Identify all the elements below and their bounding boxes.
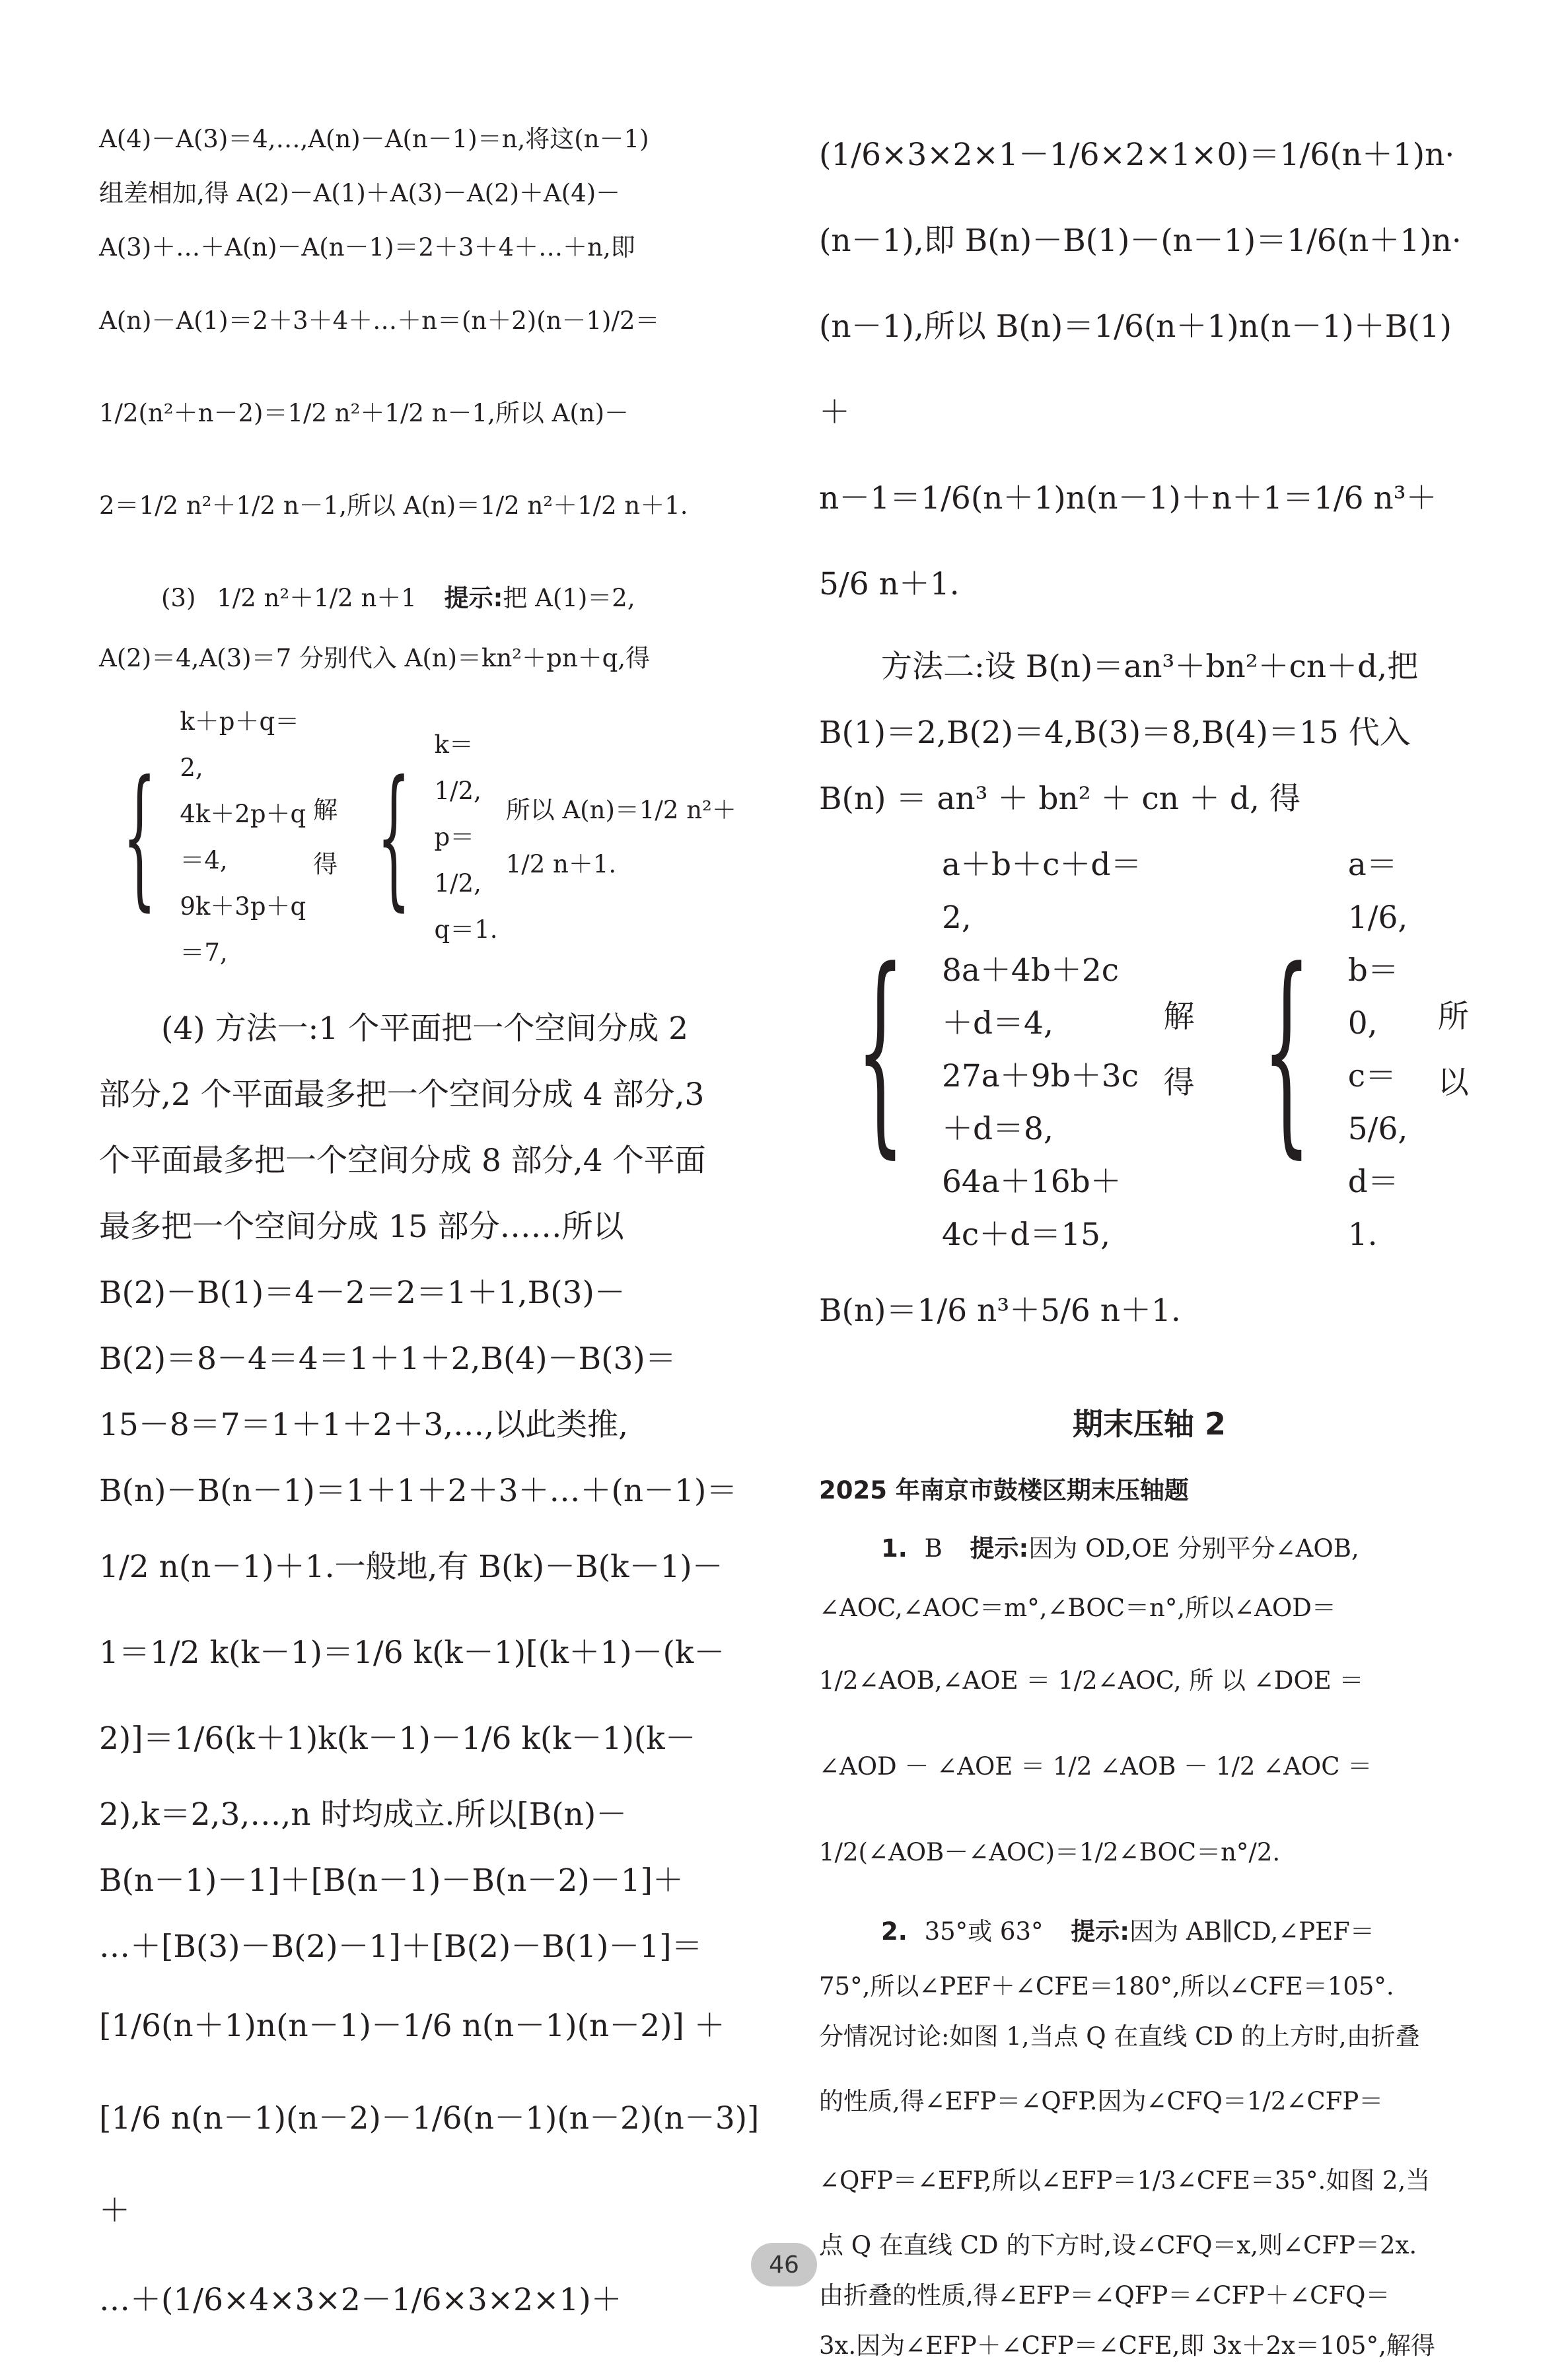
question-answer: 35°或 63° xyxy=(924,1917,1044,1946)
text-line: 点 Q 在直线 CD 的下方时,设∠CFQ＝x,则∠CFP＝2x. xyxy=(819,2231,1417,2259)
question-number: 1. xyxy=(881,1534,908,1563)
text-line: (4) 方法一:1 个平面把一个空间分成 2 xyxy=(161,1010,689,1047)
text-line: 个平面最多把一个空间分成 8 部分,4 个平面 xyxy=(99,1143,706,1179)
text-line: A(n)－A(1)＝2＋3＋4＋…＋n＝(n＋2)(n－1)/2＝ xyxy=(99,306,660,335)
text-line: (n－1),即 B(n)－B(1)－(n－1)＝1/6(n＋1)n· xyxy=(819,223,1462,259)
text-line: 1/2(∠AOB－∠AOC)＝1/2∠BOC＝n°/2. xyxy=(819,1838,1281,1866)
equation: a＝1/6, xyxy=(1347,847,1408,936)
equation: 8a＋4b＋2c＋d＝4, xyxy=(941,952,1120,1042)
equation: d＝1. xyxy=(1347,1164,1399,1253)
text-line xyxy=(819,1519,1479,1578)
text-line: 1/2 n(n－1)＋1.一般地,有 B(k)－B(k－1)－ xyxy=(99,1549,723,1585)
text-line: A(3)＋…＋A(n)－A(n－1)＝2＋3＋4＋…＋n,即 xyxy=(99,233,635,262)
system-solution xyxy=(1348,839,1411,1261)
part4-continued xyxy=(819,112,1479,627)
hint-label: 提示: xyxy=(1071,1917,1130,1946)
text-line: …＋(1/6×4×3×2－1/6×3×2×1)＋ xyxy=(99,2282,622,2318)
text-line xyxy=(819,1902,1479,1962)
text-line: [1/6 n(n－1)(n－2)－1/6(n－1)(n－2)(n－3)]＋ xyxy=(99,2100,760,2229)
hint-label: 提示: xyxy=(970,1534,1029,1563)
text-line: n－1＝1/6(n＋1)n(n－1)＋n＋1＝1/6 n³＋5/6 n＋1. xyxy=(819,480,1437,602)
solve-word: 解 得 xyxy=(1163,999,1195,1101)
question-answer: B xyxy=(924,1534,943,1563)
subsection-title: 2025 年南京市鼓楼区期末压轴题 xyxy=(819,1476,1189,1504)
text-line: 分情况讨论:如图 1,当点 Q 在直线 CD 的上方时,由折叠 xyxy=(819,2022,1420,2051)
equation: q＝1. xyxy=(434,915,498,944)
part2-solution xyxy=(99,112,760,552)
text-line: B(n)＝1/6 n³＋5/6 n＋1. xyxy=(819,1292,1181,1329)
text-line: ∠AOC,∠AOC＝m°,∠BOC＝n°,所以∠AOD＝ xyxy=(819,1594,1336,1622)
question-1 xyxy=(819,1519,1479,1895)
text-line: 1/2(n²＋n－2)＝1/2 n²＋1/2 n－1,所以 A(n)－ xyxy=(99,399,629,427)
question-2 xyxy=(819,1902,1479,2371)
equation-system xyxy=(819,839,1479,1261)
text-line: 1＝1/2 k(k－1)＝1/6 k(k－1)[(k＋1)－(k－ xyxy=(99,1635,725,1671)
left-brace: { xyxy=(856,923,905,1177)
question-number: 2. xyxy=(881,1917,908,1946)
text-line: B(2)＝8－4＝4＝1＋1＋2,B(4)－B(3)＝ xyxy=(99,1341,676,1377)
equation: k＝1/2, xyxy=(434,730,481,805)
text-line: B(1)＝2,B(2)＝4,B(3)＝8,B(4)＝15 代入 xyxy=(819,715,1411,751)
text-line: B(n)－B(n－1)＝1＋1＋2＋3＋…＋(n－1)＝ xyxy=(99,1473,738,1509)
part3-answer: 1/2 n²＋1/2 n＋1 xyxy=(217,584,417,612)
equation: p＝1/2, xyxy=(434,823,481,898)
text-line: …＋[B(3)－B(2)－1]＋[B(2)－B(1)－1]＝ xyxy=(99,1929,703,1965)
text-line: 2),k＝2,3,…,n 时均成立.所以[B(n)－ xyxy=(99,1796,627,1833)
part3-solution xyxy=(99,565,760,976)
text-line: 3x.因为∠EFP＋∠CFP＝∠CFE,即 3x＋2x＝105°,解得 xyxy=(819,2331,1435,2360)
right-column xyxy=(819,112,1479,2371)
hint-text: 把 A(1)＝2, xyxy=(503,584,635,612)
text-line: ∠AOD － ∠AOE ＝ 1/2 ∠AOB － 1/2 ∠AOC ＝ xyxy=(819,1752,1372,1781)
text-line: 2＝1/2 n²＋1/2 n－1,所以 A(n)＝1/2 n²＋1/2 n＋1. xyxy=(99,491,688,520)
part3-label: (3) xyxy=(161,584,196,612)
text-line: 组差相加,得 A(2)－A(1)＋A(3)－A(2)＋A(4)－ xyxy=(99,179,621,207)
equation: 9k＋3p＋q＝7, xyxy=(180,892,306,967)
left-column xyxy=(99,112,760,2343)
text-line: 由折叠的性质,得∠EFP＝∠QFP＝∠CFP＋∠CFQ＝ xyxy=(819,2281,1390,2310)
text-line: (1/6×3×2×1－1/6×2×1×0)＝1/6(n＋1)n· xyxy=(819,137,1455,173)
equation: 4k＋2p＋q＝4, xyxy=(180,800,306,874)
text-line: 所 以 xyxy=(1437,999,1469,1101)
part4-solution xyxy=(99,996,760,2343)
equation: 27a＋9b＋3c＋d＝8, xyxy=(941,1058,1139,1147)
system-equations xyxy=(942,839,1144,1261)
text-line xyxy=(99,565,760,631)
text-line: 的性质,得∠EFP＝∠QFP.因为∠CFQ＝1/2∠CFP＝ xyxy=(819,2087,1384,2115)
left-brace: { xyxy=(376,749,411,925)
equation-system xyxy=(99,699,760,976)
hint-text: 因为 OD,OE 分别平分∠AOB, xyxy=(1028,1534,1359,1563)
text-line: 15－8＝7＝1＋1＋2＋3,…,以此类推, xyxy=(99,1407,629,1443)
text-line: 部分,2 个平面最多把一个空间分成 4 部分,3 xyxy=(99,1077,705,1113)
text-line: 所以 A(n)＝1/2 n²＋1/2 n＋1. xyxy=(505,796,736,878)
hint-text: 因为 AB∥CD,∠PEF＝ xyxy=(1129,1917,1374,1946)
text-line: ∠QFP＝∠EFP,所以∠EFP＝1/3∠CFE＝35°.如图 2,当 xyxy=(819,2166,1431,2195)
text-line: 最多把一个空间分成 15 部分……所以 xyxy=(99,1209,624,1245)
section-title: 期末压轴 2 xyxy=(1072,1406,1227,1442)
text-line: 2)]＝1/6(k＋1)k(k－1)－1/6 k(k－1)(k－ xyxy=(99,1720,696,1757)
equation: 64a＋16b＋4c＋d＝15, xyxy=(941,1164,1122,1253)
system-solution xyxy=(435,722,499,953)
equation: a＋b＋c＋d＝2, xyxy=(941,847,1142,936)
text-line: A(2)＝4,A(3)＝7 分别代入 A(n)＝kn²＋pn＋q,得 xyxy=(99,644,651,672)
text-line: B(2)－B(1)＝4－2＝2＝1＋1,B(3)－ xyxy=(99,1275,625,1311)
left-brace: { xyxy=(1262,923,1311,1177)
text-line: (n－1),所以 B(n)＝1/6(n＋1)n(n－1)＋B(1)＋ xyxy=(819,308,1452,431)
system-equations xyxy=(180,699,309,976)
equation: b＝0, xyxy=(1347,952,1399,1042)
hint-label: 提示: xyxy=(444,584,503,612)
text-line: [1/6(n＋1)n(n－1)－1/6 n(n－1)(n－2)] ＋ xyxy=(99,2008,725,2044)
text-line: 方法二:设 B(n)＝an³＋bn²＋cn＋d,把 xyxy=(881,649,1419,685)
left-brace: { xyxy=(122,749,157,925)
text-line: 75°,所以∠PEF＋∠CFE＝180°,所以∠CFE＝105°. xyxy=(819,1972,1394,2000)
equation: k＋p＋q＝2, xyxy=(180,707,300,782)
text-line: B(n) ＝ an³ ＋ bn² ＋ cn ＋ d, 得 xyxy=(819,781,1301,817)
solve-word: 解得 xyxy=(313,796,338,878)
text-line: B(n－1)－1]＋[B(n－1)－B(n－2)－1]＋ xyxy=(99,1862,684,1899)
text-line: 1/2∠AOB,∠AOE ＝ 1/2∠AOC, 所 以 ∠DOE ＝ xyxy=(819,1666,1364,1695)
page-number: 46 xyxy=(751,2243,817,2286)
text-line: A(4)－A(3)＝4,…,A(n)－A(n－1)＝n,将这(n－1) xyxy=(99,125,649,153)
equation: c＝5/6, xyxy=(1347,1058,1408,1147)
method-two xyxy=(819,634,1479,1354)
